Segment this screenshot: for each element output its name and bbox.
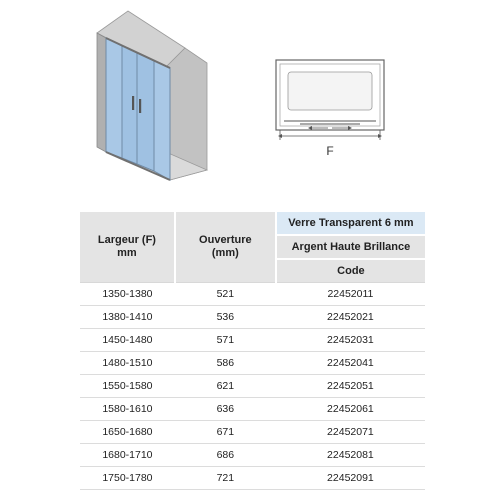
code-cell: 22452081 (276, 444, 425, 467)
opening-cell: 521 (175, 283, 276, 306)
glass-type-header: Verre Transparent 6 mm (276, 212, 425, 235)
code-cell: 22452061 (276, 398, 425, 421)
code-cell: 22452051 (276, 375, 425, 398)
finish-header: Argent Haute Brillance (276, 235, 425, 259)
width-header-unit: mm (117, 247, 137, 259)
specification-table-container (80, 212, 425, 490)
top-view-plan-diagram (276, 60, 384, 158)
opening-cell: 621 (175, 375, 276, 398)
opening-cell: 536 (175, 306, 276, 329)
table-row (80, 283, 425, 306)
code-cell: 22452031 (276, 329, 425, 352)
width-cell: 1750-1780 (80, 467, 175, 490)
code-cell: 22452041 (276, 352, 425, 375)
table-row (80, 352, 425, 375)
width-cell: 1380-1410 (80, 306, 175, 329)
table-row (80, 467, 425, 490)
right-fixed-glass-panel (154, 61, 170, 180)
code-header: Code (276, 259, 425, 283)
door-handle-right (139, 99, 141, 113)
code-cell: 22452021 (276, 306, 425, 329)
left-fixed-glass-panel (106, 38, 122, 158)
opening-cell: 586 (175, 352, 276, 375)
width-header-label: Largeur (F) (97, 234, 156, 246)
product-illustrations (0, 0, 500, 205)
opening-header-label: Ouverture (199, 234, 252, 246)
width-cell: 1650-1680 (80, 421, 175, 444)
width-column-header (80, 212, 175, 283)
width-cell: 1350-1380 (80, 283, 175, 306)
opening-cell: 721 (175, 467, 276, 490)
width-cell: 1680-1710 (80, 444, 175, 467)
table-row (80, 421, 425, 444)
table-header-row-1 (80, 212, 425, 235)
dimension-label-f: F (326, 144, 334, 158)
table-row (80, 306, 425, 329)
width-cell: 1580-1610 (80, 398, 175, 421)
code-cell: 22452071 (276, 421, 425, 444)
opening-cell: 686 (175, 444, 276, 467)
opening-header-unit: (mm) (211, 247, 239, 259)
opening-cell: 671 (175, 421, 276, 444)
table-row (80, 329, 425, 352)
left-sliding-glass-panel (122, 46, 137, 164)
width-cell: 1450-1480 (80, 329, 175, 352)
door-handle-left (132, 96, 134, 110)
code-cell: 22452091 (276, 467, 425, 490)
opening-column-header (175, 212, 276, 283)
table-row (80, 398, 425, 421)
table-row (80, 375, 425, 398)
shower-door-3d-illustration (97, 11, 207, 180)
table-row (80, 444, 425, 467)
code-cell: 22452011 (276, 283, 425, 306)
opening-cell: 571 (175, 329, 276, 352)
width-cell: 1480-1510 (80, 352, 175, 375)
specification-table (80, 212, 425, 490)
width-cell: 1550-1580 (80, 375, 175, 398)
opening-cell: 636 (175, 398, 276, 421)
